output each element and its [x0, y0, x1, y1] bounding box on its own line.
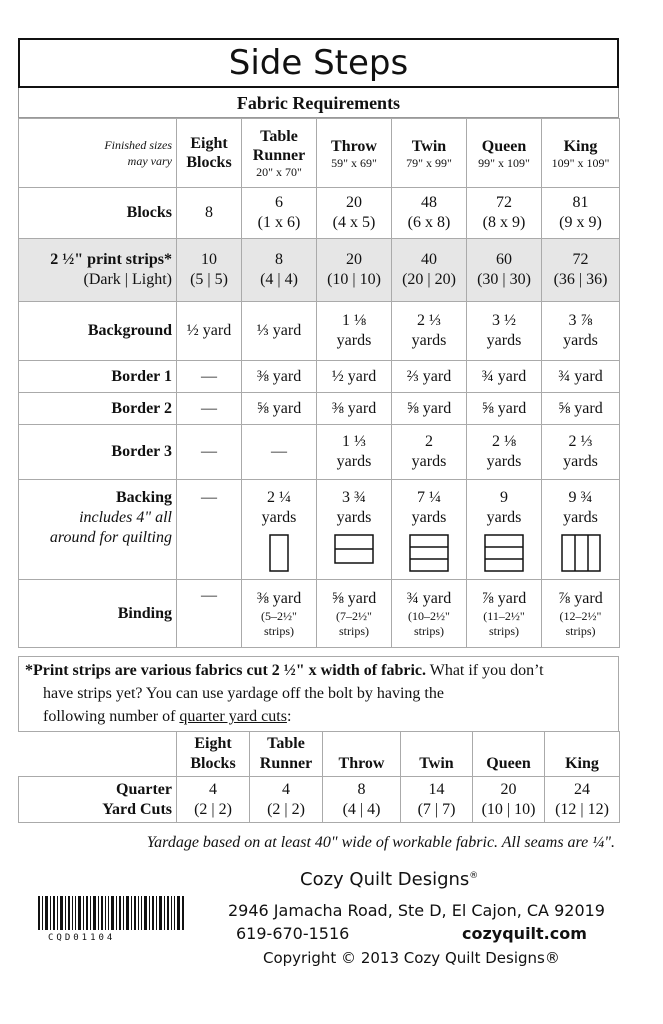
row-label: Binding — [19, 580, 177, 648]
table-cell: 24 (12 | 12) — [545, 777, 620, 823]
table-cell: ⅜ yard — [317, 393, 392, 425]
table-cell: 4 (2 | 2) — [250, 777, 323, 823]
table-cell: ½ yard — [317, 361, 392, 393]
table-cell: ⅜ yard (5–2½" strips) — [242, 580, 317, 648]
table-cell: 9 yards — [467, 480, 542, 580]
note-line1-rest: What if you don’t — [426, 662, 544, 679]
table-cell: — — [177, 361, 242, 393]
col-header-king: King — [545, 732, 620, 777]
backing-diagram-two-panels — [334, 534, 374, 564]
col-header-queen: Queen — [473, 732, 545, 777]
registered-mark: ® — [469, 871, 479, 881]
table-cell: 9 ¾ yards — [542, 480, 620, 580]
backing-diagram-three-panels — [484, 534, 524, 572]
company-name: Cozy Quilt Designs® — [300, 869, 479, 890]
table-cell: 3 ¾ yards — [317, 480, 392, 580]
table-cell: — — [177, 580, 242, 648]
header-row — [19, 119, 620, 188]
backing-diagram-single-panel — [269, 534, 289, 572]
backing-diagram-three-panels — [409, 534, 449, 572]
table-cell: 2 ¼ yards — [242, 480, 317, 580]
table-cell: 20 (10 | 10) — [317, 239, 392, 302]
print-strips-row — [19, 239, 620, 302]
table-cell: 20 (4 x 5) — [317, 188, 392, 239]
table-cell: ⅝ yard — [242, 393, 317, 425]
background-row — [19, 302, 620, 361]
quarter-yard-table — [18, 731, 620, 823]
table-cell: 1 ⅛ yards — [317, 302, 392, 361]
row-label: Quarter Yard Cuts — [19, 777, 177, 823]
table-cell: 8 (4 | 4) — [242, 239, 317, 302]
table-cell: ⅓ yard — [242, 302, 317, 361]
company-website-link[interactable]: cozyquilt.com — [462, 924, 587, 943]
backing-diagram-vertical-panels — [561, 534, 601, 572]
table-cell: 3 ⅞ yards — [542, 302, 620, 361]
table-cell: — — [177, 393, 242, 425]
blocks-row — [19, 188, 620, 239]
col-header-twin: Twin 79" x 99" — [392, 119, 467, 188]
table-cell: ¾ yard (10–2½" strips) — [392, 580, 467, 648]
table-cell: ⅞ yard (11–2½" strips) — [467, 580, 542, 648]
print-strips-note — [18, 656, 619, 732]
table-cell: 8 — [177, 188, 242, 239]
sizes-note-line1: Finished sizes — [104, 138, 172, 152]
page-title: Side Steps — [18, 38, 619, 88]
company-phone: 619-670-1516 — [236, 924, 350, 943]
table-cell: 72 (8 x 9) — [467, 188, 542, 239]
table-cell: — — [177, 425, 242, 480]
row-label: Background — [19, 302, 177, 361]
table-cell: — — [242, 425, 317, 480]
table-cell: 81 (9 x 9) — [542, 188, 620, 239]
table-cell: ⅔ yard — [392, 361, 467, 393]
empty-cell — [19, 732, 177, 777]
table-cell: 20 (10 | 10) — [473, 777, 545, 823]
sizes-note-cell — [19, 119, 177, 188]
table-cell: ⅜ yard — [242, 361, 317, 393]
table-cell: 2 yards — [392, 425, 467, 480]
yardage-note: Yardage based on at least 40" wide of workable fabric. All seams are ¼". — [146, 834, 615, 851]
table-cell: 10 (5 | 5) — [177, 239, 242, 302]
copyright-text: Copyright © 2013 Cozy Quilt Designs® — [263, 949, 560, 967]
row-label: Border 1 — [19, 361, 177, 393]
sizes-note-line2: may vary — [127, 154, 172, 168]
fabric-requirements-table — [18, 118, 620, 648]
note-line2: have strips yet? You can use yardage off the bolt by having the — [43, 685, 444, 702]
backing-row — [19, 480, 620, 580]
table-cell: ⅝ yard — [467, 393, 542, 425]
col-header-throw: Throw — [323, 732, 401, 777]
table-cell: ¾ yard — [467, 361, 542, 393]
note-line3: following number of quarter yard cuts: — [43, 708, 292, 725]
table-cell: 8 (4 | 4) — [323, 777, 401, 823]
table-cell: 7 ¼ yards — [392, 480, 467, 580]
fabric-requirements-heading: Fabric Requirements — [18, 88, 619, 118]
table-cell: 48 (6 x 8) — [392, 188, 467, 239]
col-header-twin: Twin — [401, 732, 473, 777]
row-label: Border 2 — [19, 393, 177, 425]
table-cell: ¾ yard — [542, 361, 620, 393]
border3-row — [19, 425, 620, 480]
table-cell: 40 (20 | 20) — [392, 239, 467, 302]
table-cell: 6 (1 x 6) — [242, 188, 317, 239]
barcode-text: CQD01104 — [48, 933, 116, 943]
col-header-throw: Throw 59" x 69" — [317, 119, 392, 188]
border1-row — [19, 361, 620, 393]
col-header-table-runner: Table Runner — [250, 732, 323, 777]
table-cell: 60 (30 | 30) — [467, 239, 542, 302]
binding-row — [19, 580, 620, 648]
table-cell: ⅝ yard (7–2½" strips) — [317, 580, 392, 648]
table-cell: 14 (7 | 7) — [401, 777, 473, 823]
col-header-table-runner: Table Runner 20" x 70" — [242, 119, 317, 188]
col-header-king: King 109" x 109" — [542, 119, 620, 188]
col-header-eight-blocks: Eight Blocks — [177, 732, 250, 777]
row-label: Border 3 — [19, 425, 177, 480]
table-cell: 3 ½ yards — [467, 302, 542, 361]
border2-row — [19, 393, 620, 425]
table-cell: ⅝ yard — [392, 393, 467, 425]
table-cell: ⅞ yard (12–2½" strips) — [542, 580, 620, 648]
table-cell: 2 ⅓ yards — [542, 425, 620, 480]
table-cell: 1 ⅓ yards — [317, 425, 392, 480]
col-header-eight-blocks: Eight Blocks — [177, 119, 242, 188]
quarter-header-row — [19, 732, 620, 777]
row-label: Blocks — [19, 188, 177, 239]
quarter-yard-cuts-text: quarter yard cuts — [179, 708, 287, 725]
table-cell: 2 ⅓ yards — [392, 302, 467, 361]
note-bold-text: *Print strips are various fabrics cut 2 ½" x width of fabric. — [25, 662, 426, 679]
col-header-queen: Queen 99" x 109" — [467, 119, 542, 188]
table-cell: 72 (36 | 36) — [542, 239, 620, 302]
table-cell: — — [177, 480, 242, 580]
table-cell: ½ yard — [177, 302, 242, 361]
company-address: 2946 Jamacha Road, Ste D, El Cajon, CA 92019 — [228, 901, 605, 920]
table-cell: ⅝ yard — [542, 393, 620, 425]
table-cell: 4 (2 | 2) — [177, 777, 250, 823]
row-label: 2 ½" print strips* (Dark | Light) — [19, 239, 177, 302]
table-cell: 2 ⅛ yards — [467, 425, 542, 480]
row-label: Backing includes 4" all around for quilting — [19, 480, 177, 580]
quarter-values-row — [19, 777, 620, 823]
